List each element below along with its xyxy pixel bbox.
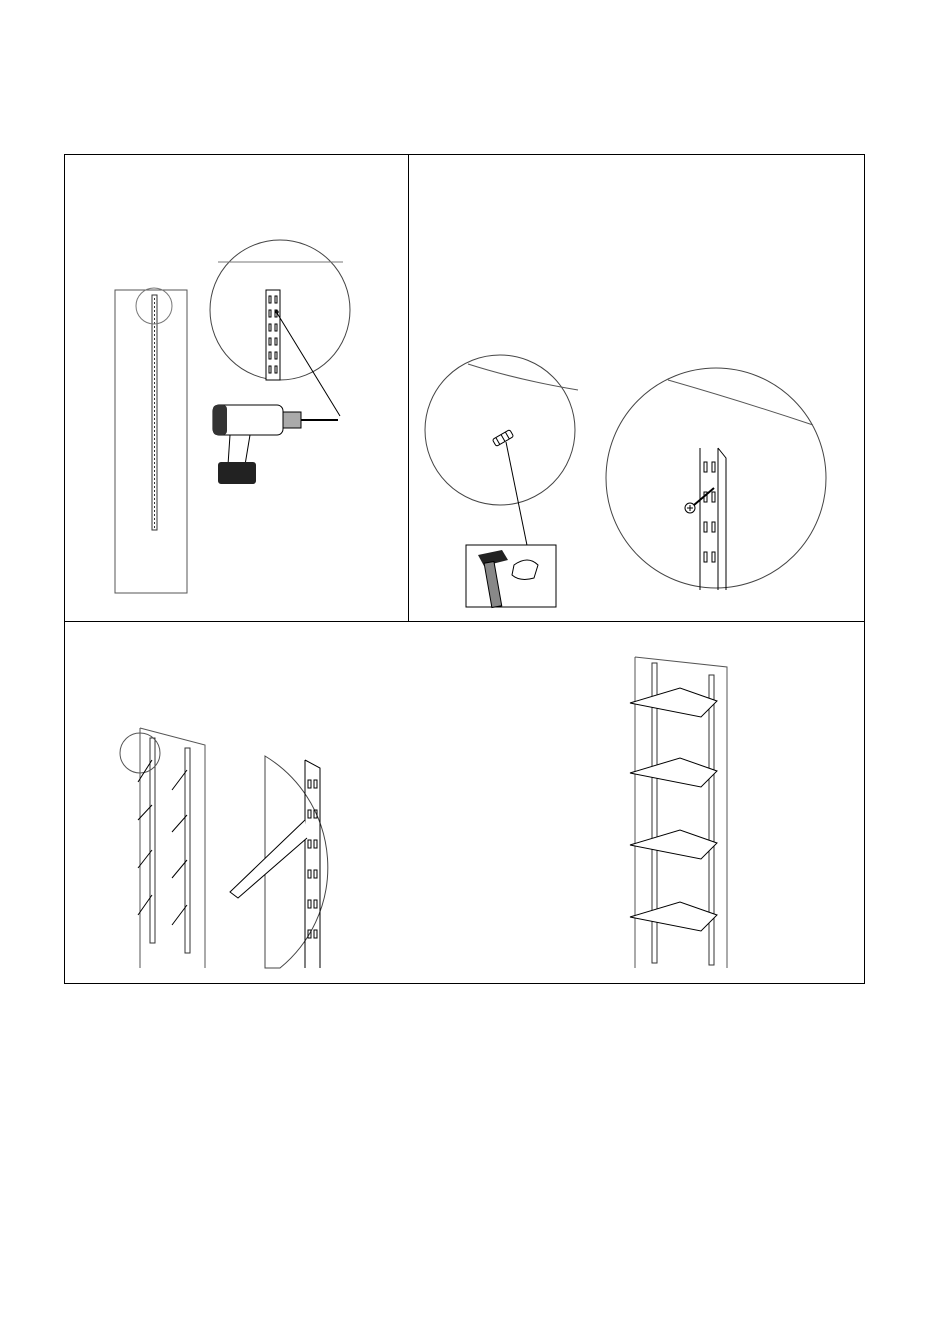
shelf-1 <box>630 688 717 717</box>
panel-divider-horizontal <box>64 621 865 622</box>
shelf-4 <box>630 902 717 931</box>
shelf-2 <box>630 758 717 787</box>
hammer-box <box>466 545 556 607</box>
wall-panel <box>115 290 187 593</box>
rail-closeup <box>266 290 280 380</box>
screw-zoom-circle <box>606 368 826 588</box>
step-2-illustration <box>418 350 838 612</box>
bracket-closeup <box>230 820 307 898</box>
upright-rail-closeup <box>700 448 726 590</box>
plug-zoom-circle <box>425 355 575 505</box>
step-4-illustration <box>625 655 735 970</box>
drill-icon <box>213 405 338 484</box>
upright-rail <box>152 295 157 530</box>
shelf-3 <box>630 830 717 859</box>
panel-divider-vertical <box>408 154 409 622</box>
step-3-illustration <box>110 720 410 970</box>
wall-plug-icon <box>492 430 513 447</box>
step-1-illustration <box>100 230 390 600</box>
